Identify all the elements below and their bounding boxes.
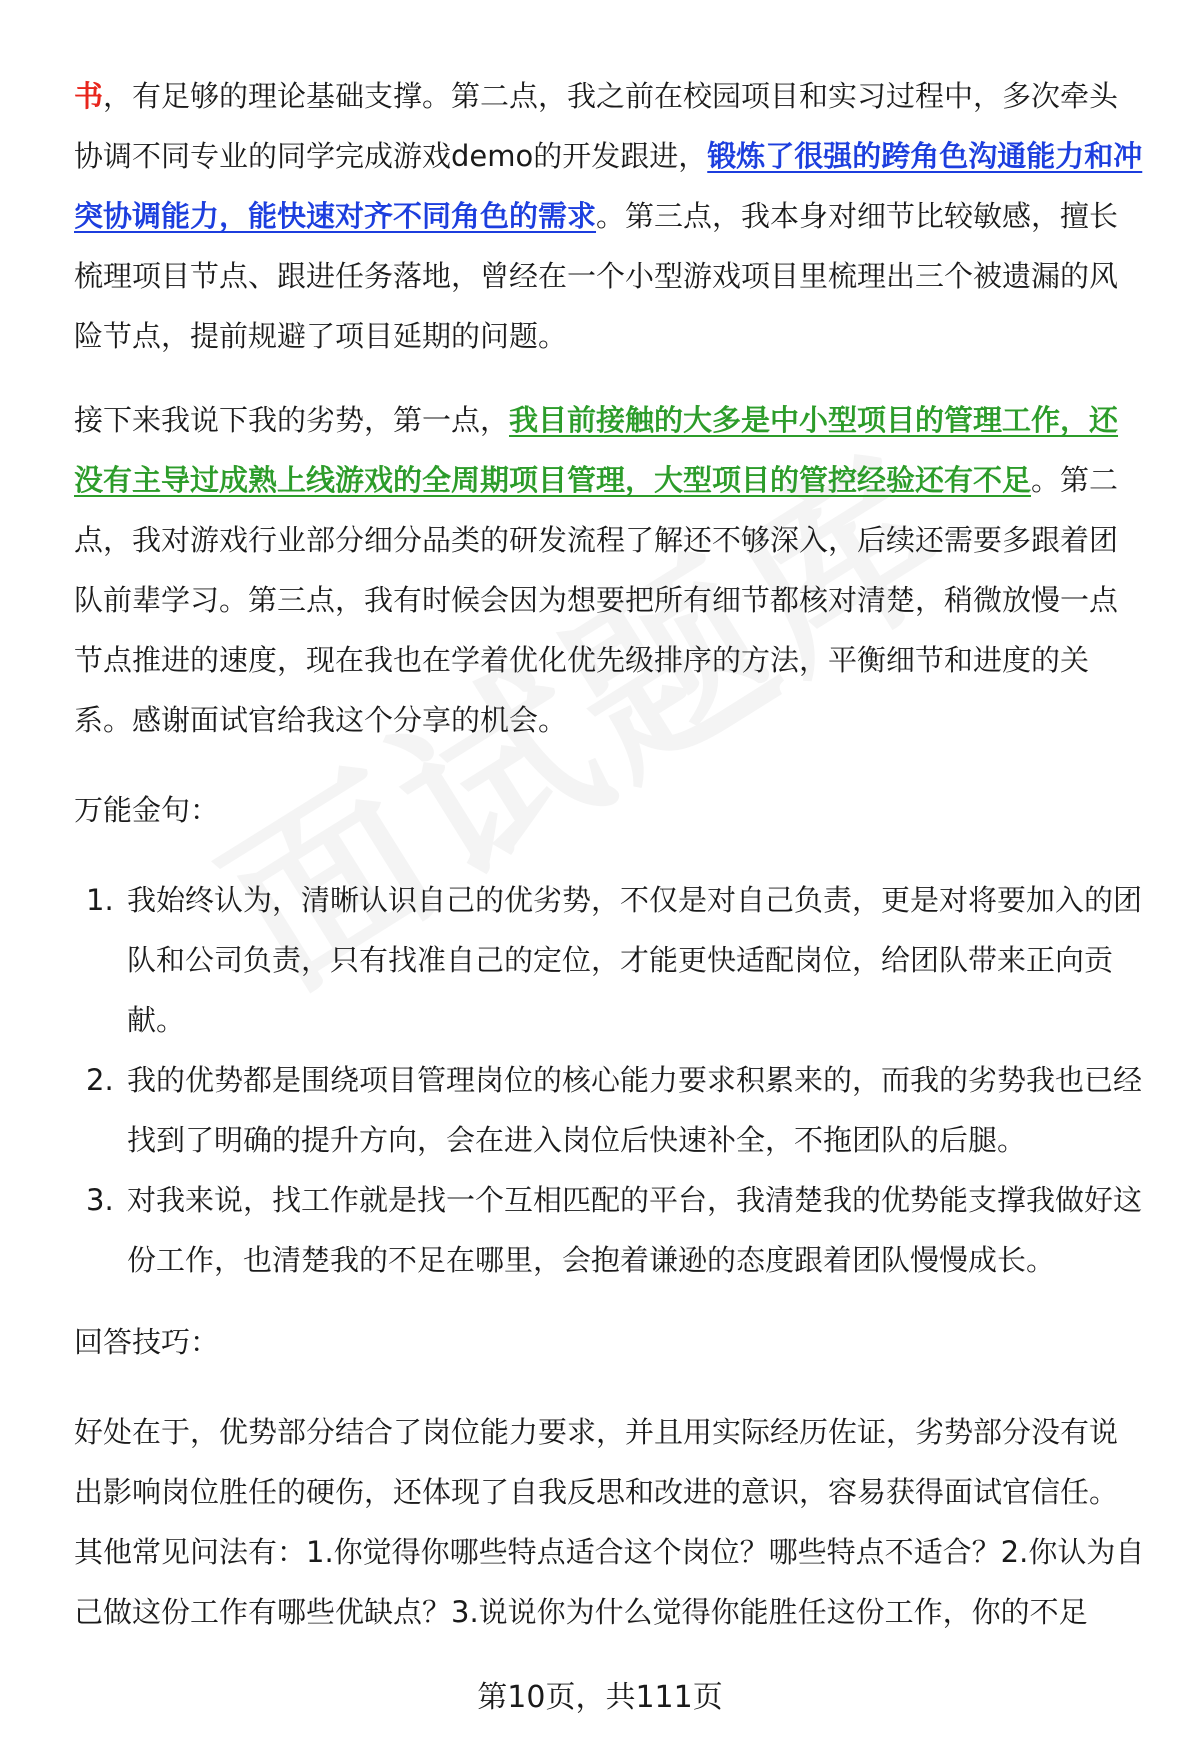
highlight-green-text: 我目前接触的大多是中小型项目的管理工作，还没有主导过成熟上线游戏的全周期项目管理，大型项目的管控经验还有不足 (74, 403, 1119, 497)
list-item-text: 我始终认为，清晰认识自己的优劣势，不仅是对自己负责，更是对将要加入的团队和公司负责，只有找准自己的定位，才能更快适配岗位，给团队带来正向贡献。 (127, 883, 1143, 1037)
document-body (74, 66, 1146, 1642)
golden-sentences-list (74, 870, 1146, 1290)
list-item (74, 1050, 1146, 1170)
answer-tips-paragraph: 好处在于，优势部分结合了岗位能力要求，并且用实际经历佐证，劣势部分没有说出影响岗位胜任的硬伤，还体现了自我反思和改进的意识，容易获得面试官信任。其他常见问法有：1.你觉得你哪些特点适合这个岗位？哪些特点不适合？2.你认为自己做这份工作有哪些优缺点？3.说说你为什么觉得你能胜任这份工作，你的不足 (74, 1415, 1145, 1629)
highlight-blue-text: 锻炼了很强的跨角色沟通能力和冲突协调能力，能快速对齐不同角色的需求 (74, 139, 1143, 233)
list-number: 2. (86, 1063, 114, 1097)
weaknesses-paragraph (74, 390, 1146, 750)
page-number-footer: 第10页，共111页 (477, 1680, 723, 1715)
list-item (74, 870, 1146, 1050)
list-item (74, 1170, 1146, 1290)
paragraph-text: 接下来我说下我的劣势，第一点， (74, 403, 510, 437)
highlight-red-text: 书 (74, 79, 104, 113)
paragraph-text: ，有足够的理论基础支撑。第二点，我之前在校园项目和实习过程中，多次牵头协调不同专业的同学完成游戏demo的开发跟进， (74, 79, 1119, 173)
paragraph-text: 。第三点，我本身对细节比较敏感，擅长梳理项目节点、跟进任务落地，曾经在一个小型游戏项目里梳理出三个被遗漏的风险节点，提前规避了项目延期的问题。 (74, 199, 1119, 353)
list-number: 3. (86, 1183, 114, 1217)
answer-tips-label: 回答技巧： (74, 1325, 220, 1359)
list-item-text: 我的优势都是围绕项目管理岗位的核心能力要求积累来的，而我的劣势我也已经找到了明确的提升方向，会在进入岗位后快速补全，不拖团队的后腿。 (127, 1063, 1143, 1157)
list-number: 1. (86, 883, 114, 917)
paragraph-text: 。第二点，我对游戏行业部分细分品类的研发流程了解还不够深入，后续还需要多跟着团队前辈学习。第三点，我有时候会因为想要把所有细节都核对清楚，稍微放慢一点节点推进的速度，现在我也在学着优化优先级排序的方法，平衡细节和进度的关系。感谢面试官给我这个分享的机会。 (74, 463, 1119, 737)
list-item-text: 对我来说，找工作就是找一个互相匹配的平台，我清楚我的优势能支撑我做好这份工作，也清楚我的不足在哪里，会抱着谦逊的态度跟着团队慢慢成长。 (127, 1183, 1143, 1277)
golden-sentences-label: 万能金句： (74, 793, 220, 827)
strengths-paragraph (74, 66, 1146, 366)
